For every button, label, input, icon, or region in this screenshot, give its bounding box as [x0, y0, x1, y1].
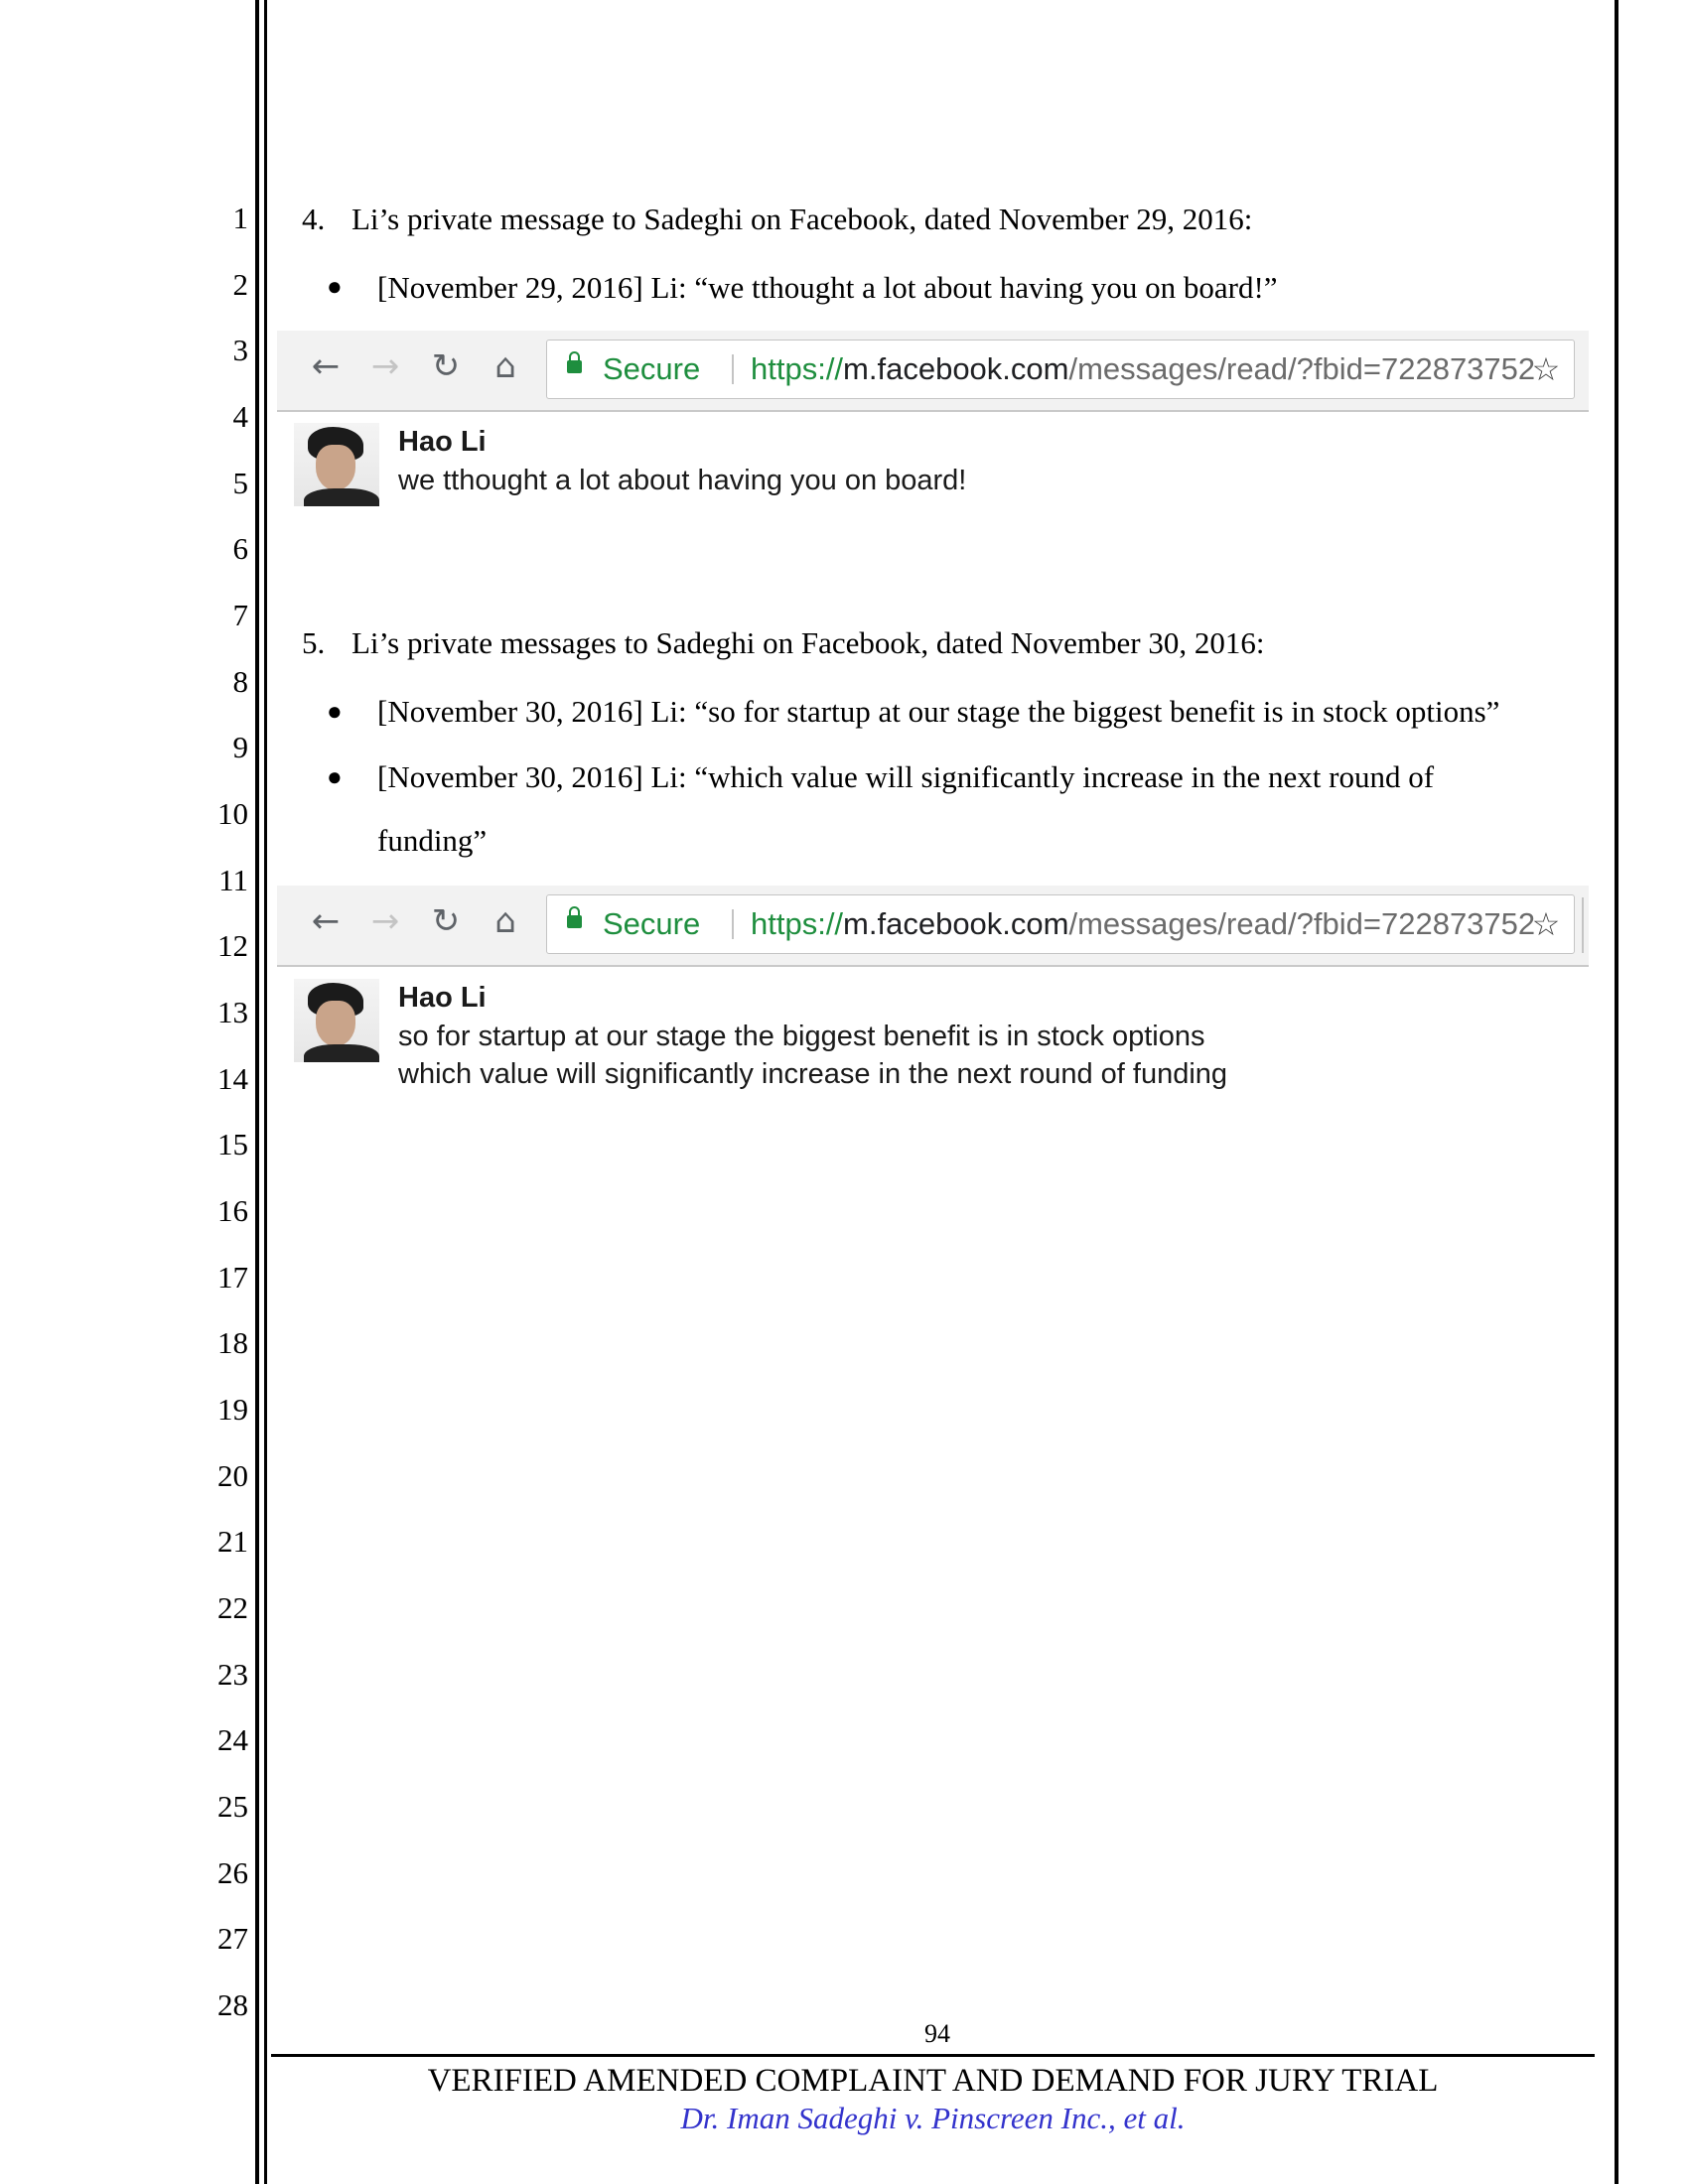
message-text: which value will significantly increase in the next round of funding	[398, 1058, 1228, 1090]
sender-name: Hao Li	[398, 426, 487, 458]
browser-toolbar	[277, 331, 1589, 412]
line-number: 11	[218, 863, 248, 897]
avatar	[294, 979, 379, 1062]
url-text	[751, 895, 1535, 953]
address-separator	[732, 354, 734, 384]
section-number: 4.	[302, 202, 326, 236]
section-heading: Li’s private message to Sadeghi on Facebook, dated November 29, 2016:	[352, 202, 1253, 236]
bullet-dot: ●	[327, 697, 343, 726]
bullet-text: [November 30, 2016] Li: “so for startup at our stage the biggest benefit is in stock options”	[377, 694, 1500, 729]
back-arrow-icon[interactable]: ←	[311, 346, 341, 386]
address-bar[interactable]	[546, 340, 1575, 399]
bullet-dot: ●	[327, 762, 343, 791]
line-number: 7	[232, 598, 248, 632]
secure-label: Secure	[603, 351, 701, 386]
home-icon[interactable]: ⌂	[494, 901, 516, 941]
line-number: 5	[232, 466, 248, 500]
line-number: 28	[217, 1987, 248, 2022]
line-number: 12	[217, 928, 248, 963]
line-number: 2	[232, 267, 248, 302]
left-margin-rule-outer	[255, 0, 259, 2184]
bookmark-star-icon[interactable]: ☆	[1531, 905, 1561, 943]
line-number: 16	[217, 1193, 248, 1228]
line-number: 4	[232, 399, 248, 434]
toolbar-edge	[1582, 897, 1584, 953]
line-number: 13	[217, 995, 248, 1029]
section-heading: Li’s private messages to Sadeghi on Facebook, dated November 30, 2016:	[352, 625, 1265, 660]
line-number: 19	[217, 1392, 248, 1427]
bullet-text-continued: funding”	[377, 823, 488, 858]
line-number: 3	[232, 333, 248, 367]
line-number: 6	[232, 531, 248, 566]
browser-toolbar	[277, 886, 1589, 967]
line-number: 1	[232, 201, 248, 235]
bullet-text: [November 30, 2016] Li: “which value will significantly increase in the next round of	[377, 759, 1435, 794]
line-number: 27	[217, 1921, 248, 1956]
reload-icon[interactable]: ↻	[431, 346, 461, 386]
footer-rule	[271, 2054, 1595, 2057]
line-number: 10	[217, 796, 248, 831]
line-number: 23	[217, 1657, 248, 1692]
line-number: 17	[217, 1260, 248, 1295]
footer-case-caption: Dr. Iman Sadeghi v. Pinscreen Inc., et al.	[680, 2101, 1186, 2135]
line-number: 24	[217, 1722, 248, 1757]
url-scheme: https://	[751, 906, 844, 941]
address-separator	[732, 909, 734, 939]
sender-name: Hao Li	[398, 982, 487, 1014]
url-path: /messages/read/?fbid=722873752	[1068, 906, 1536, 941]
line-number: 20	[217, 1458, 248, 1493]
line-number: 14	[217, 1061, 248, 1096]
bullet-dot: ●	[327, 272, 343, 301]
avatar	[294, 423, 379, 506]
lock-icon	[567, 360, 582, 373]
line-number: 22	[217, 1590, 248, 1625]
url-path: /messages/read/?fbid=722873752	[1068, 351, 1536, 386]
page-number: 94	[924, 2019, 950, 2048]
url-text	[751, 341, 1535, 398]
bookmark-star-icon[interactable]: ☆	[1531, 350, 1561, 388]
line-number: 8	[232, 664, 248, 699]
reload-icon[interactable]: ↻	[431, 901, 461, 941]
footer-title: VERIFIED AMENDED COMPLAINT AND DEMAND FOR JURY TRIAL	[427, 2063, 1439, 2099]
line-number: 26	[217, 1855, 248, 1890]
right-margin-rule	[1615, 0, 1618, 2184]
section-number: 5.	[302, 625, 326, 660]
url-host: m.facebook.com	[843, 351, 1069, 386]
line-number: 9	[232, 730, 248, 764]
secure-label: Secure	[603, 906, 701, 941]
line-number: 15	[217, 1127, 248, 1161]
address-bar[interactable]	[546, 894, 1575, 954]
message-text: so for startup at our stage the biggest benefit is in stock options	[398, 1021, 1205, 1052]
bullet-text: [November 29, 2016] Li: “we tthought a lot about having you on board!”	[377, 270, 1278, 305]
forward-arrow-icon[interactable]: →	[370, 901, 400, 941]
url-scheme: https://	[751, 351, 844, 386]
home-icon[interactable]: ⌂	[494, 346, 516, 386]
line-number: 25	[217, 1789, 248, 1824]
url-host: m.facebook.com	[843, 906, 1069, 941]
message-text: we tthought a lot about having you on board!	[398, 465, 967, 496]
line-number: 21	[217, 1524, 248, 1559]
back-arrow-icon[interactable]: ←	[311, 901, 341, 941]
left-margin-rule-inner	[264, 0, 267, 2184]
line-number: 18	[217, 1325, 248, 1360]
forward-arrow-icon[interactable]: →	[370, 346, 400, 386]
lock-icon	[567, 915, 582, 928]
